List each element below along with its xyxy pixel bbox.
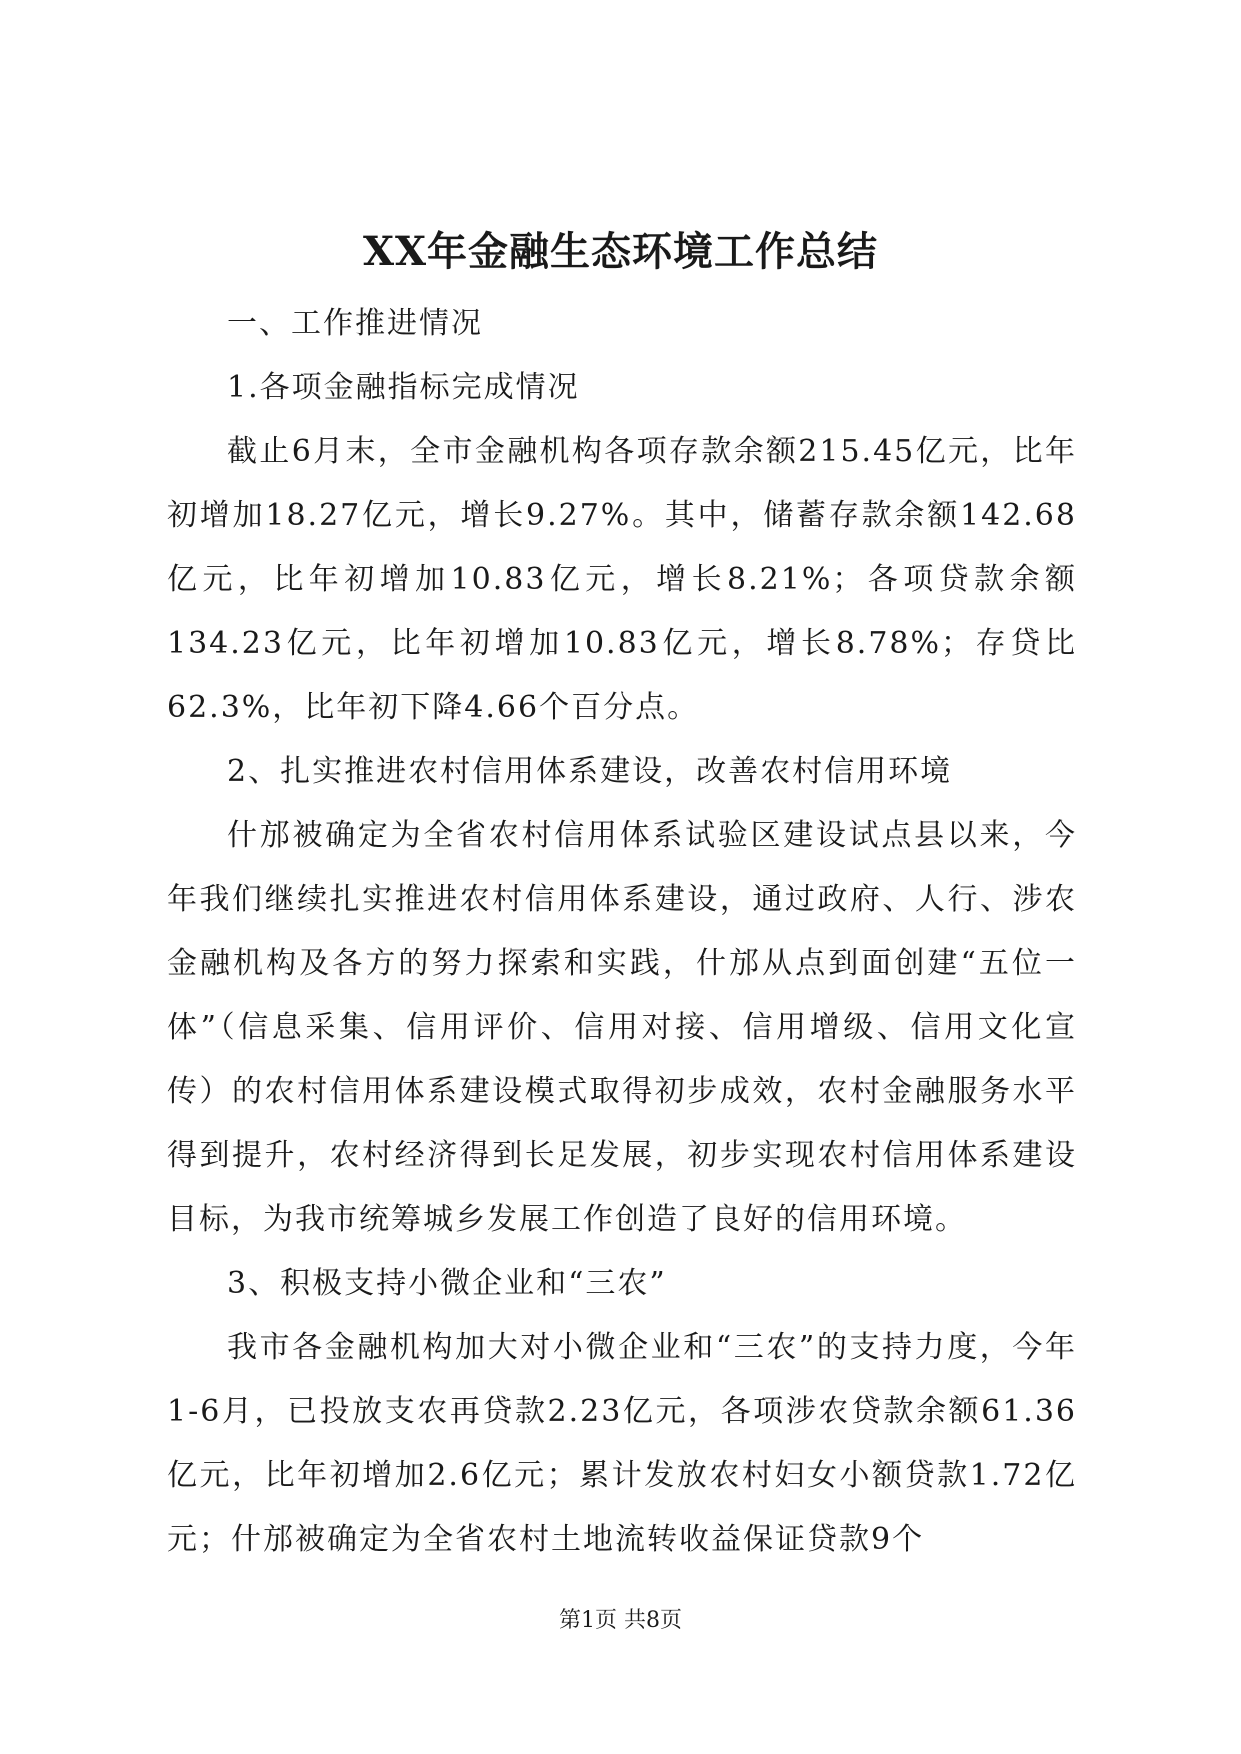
body-paragraph: 我市各金融机构加大对小微企业和“三农”的支持力度，今年1-6月，已投放支农再贷款2.23亿元，各项涉农贷款余额61.36亿元，比年初增加2.6亿元；累计发放农村妇女小额贷款1.72亿元；什邡被确定为全省农村土地流转收益保证贷款9个 — [167, 1330, 1077, 1557]
subsection-heading: 2、扎实推进农村信用体系建设，改善农村信用环境 — [227, 754, 953, 789]
subsection-heading: 1.各项金融指标完成情况 — [227, 370, 580, 405]
body-paragraph: 截止6月末，全市金融机构各项存款余额215.45亿元，比年初增加18.27亿元，增长9.27%。其中，储蓄存款余额142.68亿元，比年初增加10.83亿元，增长8.21%；各项贷款余额134.23亿元，比年初增加10.83亿元，增长8.78%；存贷比62.3%，比年初下降4.66个百分点。 — [167, 434, 1077, 725]
document-body — [167, 292, 1077, 1572]
page-number-footer: 第1页 共8页 — [559, 1608, 682, 1633]
subsection-heading: 3、积极支持小微企业和“三农” — [227, 1266, 667, 1301]
body-paragraph: 什邡被确定为全省农村信用体系试验区建设试点县以来，今年我们继续扎实推进农村信用体系建设，通过政府、人行、涉农金融机构及各方的努力探索和实践，什邡从点到面创建“五位一体”（信息采集、信用评价、信用对接、信用增级、信用文化宣传）的农村信用体系建设模式取得初步成效，农村金融服务水平得到提升，农村经济得到长足发展，初步实现农村信用体系建设目标，为我市统筹城乡发展工作创造了良好的信用环境。 — [167, 818, 1077, 1237]
document-title: XX年金融生态环境工作总结 — [362, 228, 879, 275]
section-heading: 一、工作推进情况 — [227, 306, 483, 341]
